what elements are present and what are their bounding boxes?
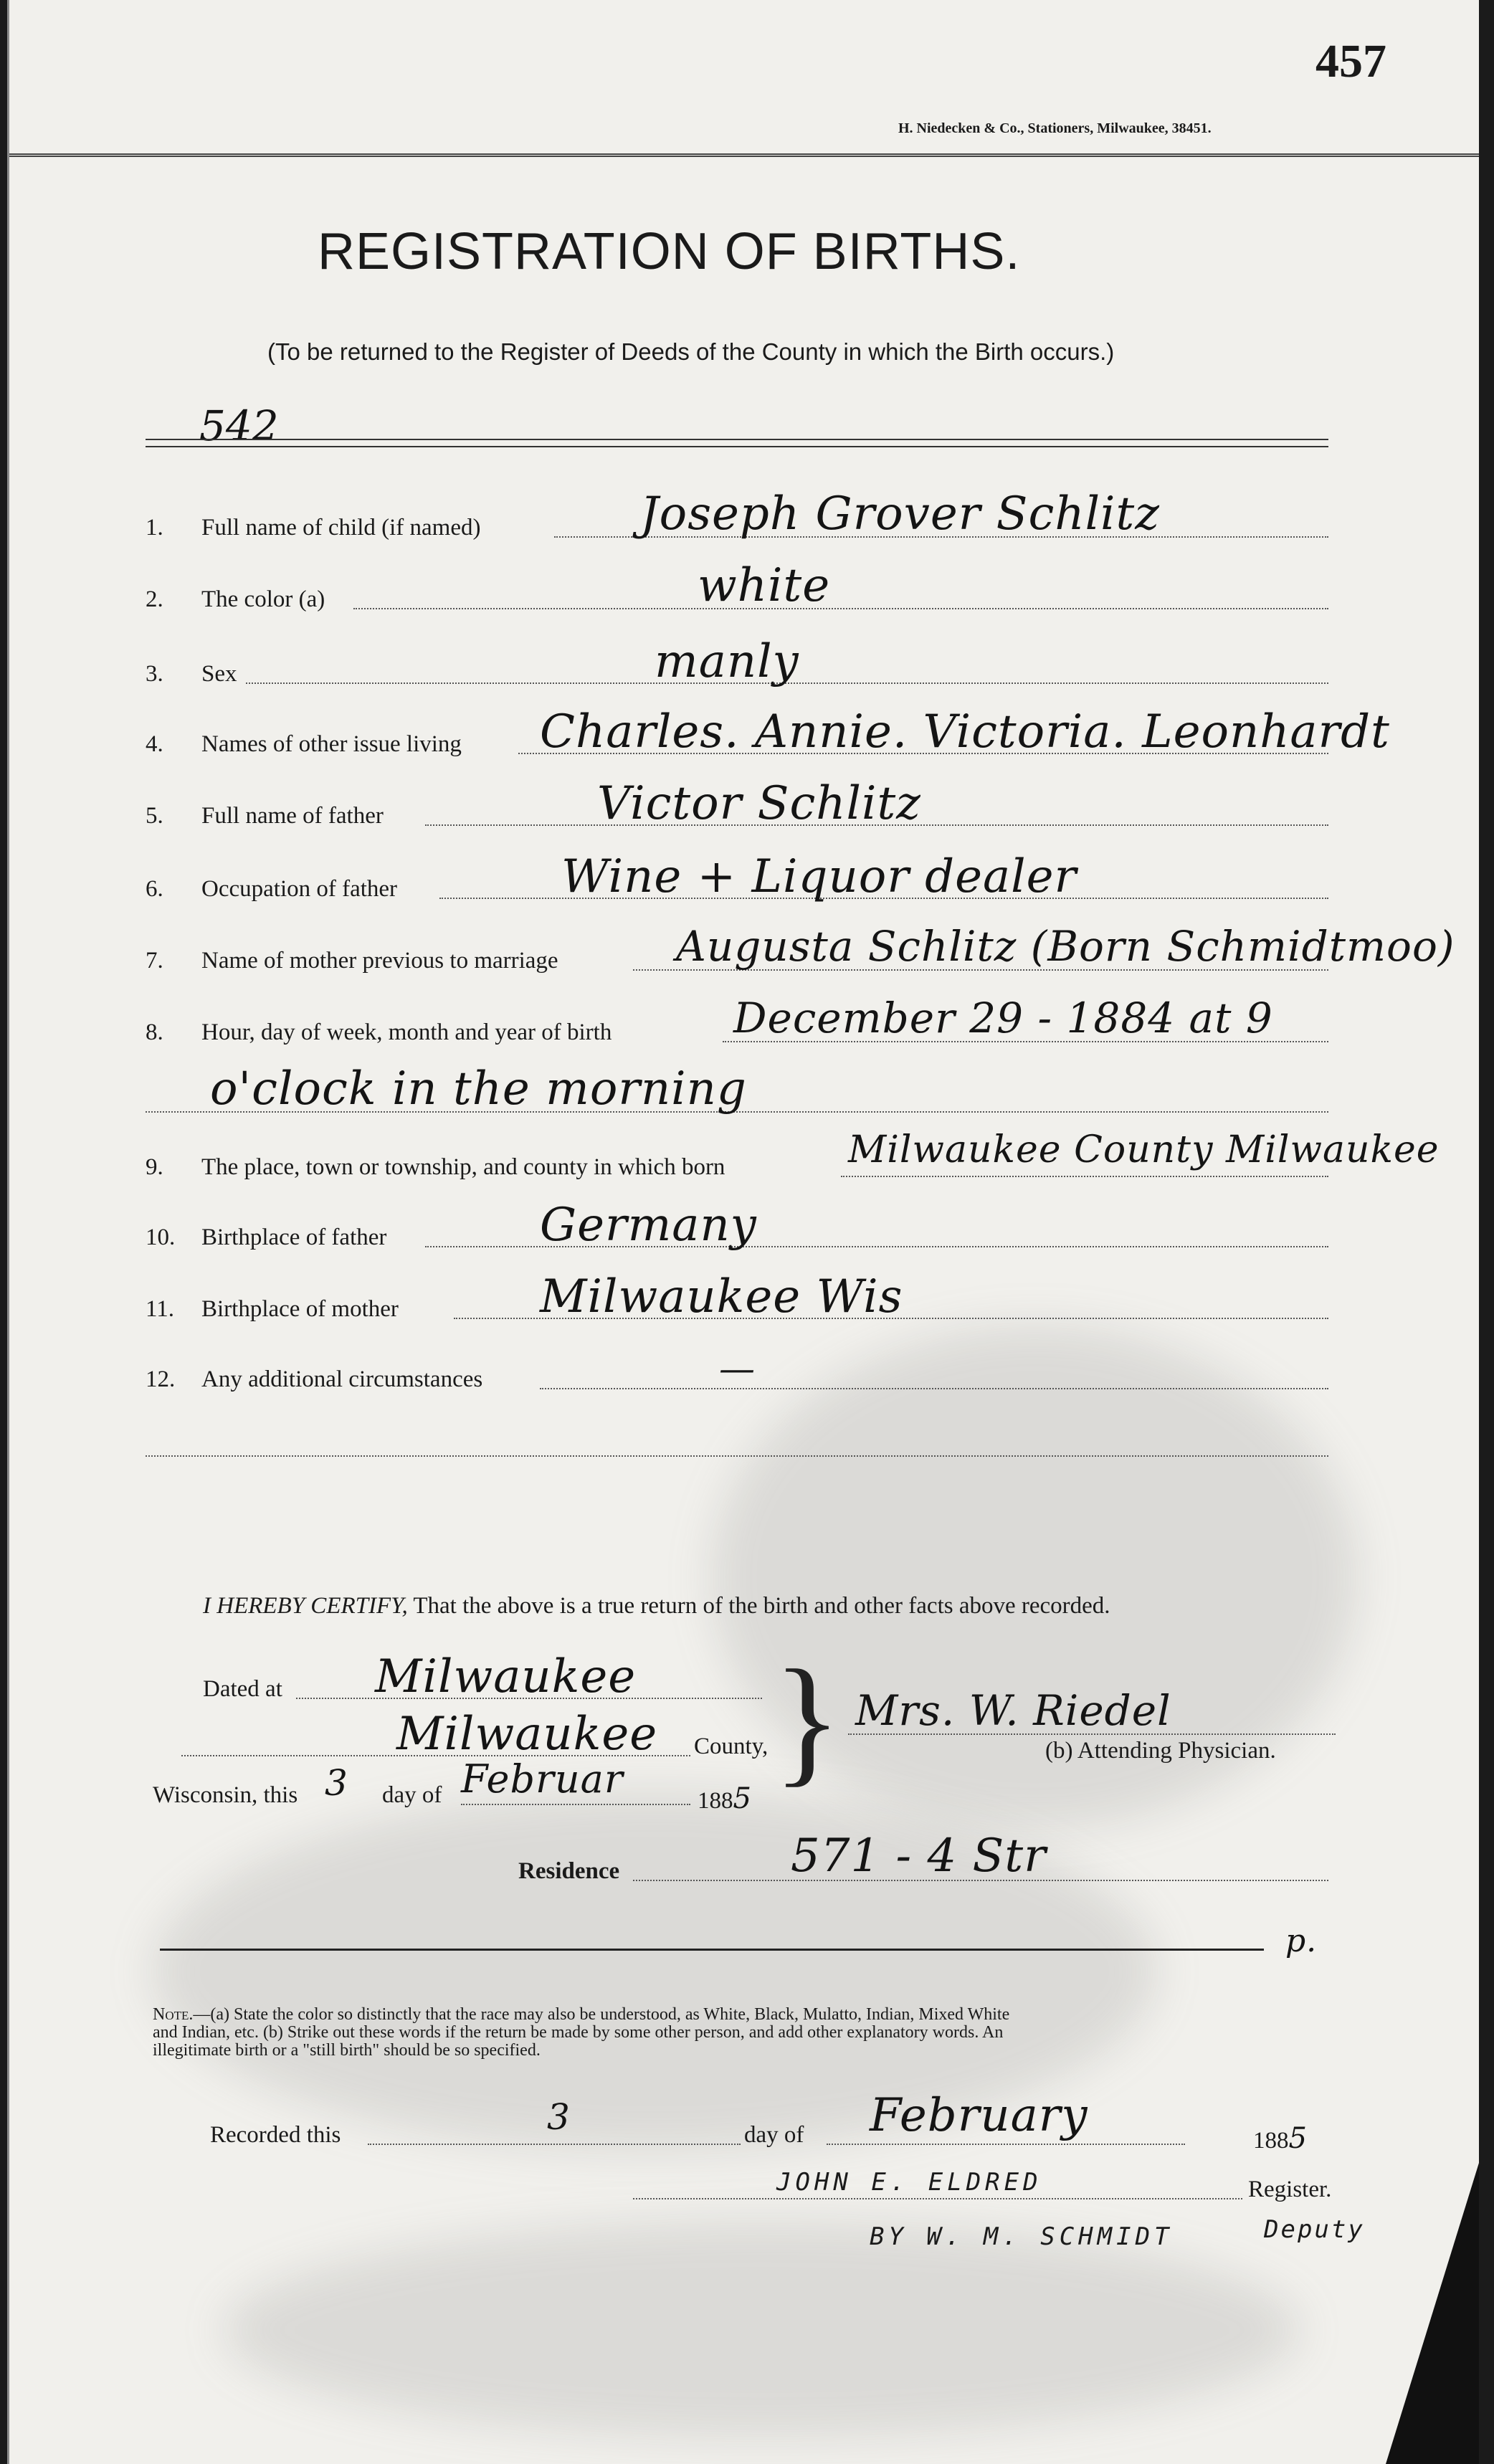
dated-at-value: Milwaukee bbox=[375, 1650, 637, 1703]
birth-date-value: December 29 - 1884 at 9 bbox=[733, 994, 1273, 1042]
header-rule bbox=[9, 153, 1479, 157]
fill-line bbox=[841, 1176, 1328, 1177]
document-subtitle: (To be returned to the Register of Deeds of the County in which the Birth occurs.) bbox=[267, 338, 1115, 365]
fill-line bbox=[368, 2144, 741, 2145]
county-value: Milwaukee bbox=[396, 1708, 658, 1761]
mother-birthplace-value: Milwaukee Wis bbox=[540, 1270, 903, 1323]
father-name-value: Victor Schlitz bbox=[597, 777, 921, 830]
register-name-value: JOHN E. ELDRED bbox=[776, 2168, 1042, 2197]
certified-day-value: 3 bbox=[325, 1762, 348, 1804]
page-number: 457 bbox=[1315, 35, 1386, 87]
residence-label: Residence bbox=[518, 1858, 620, 1884]
recorded-year: 1885 bbox=[1253, 2122, 1308, 2155]
field-label: 5. Full name of father bbox=[146, 803, 384, 829]
dated-at-label: Dated at bbox=[203, 1676, 282, 1702]
bracket-brace: } bbox=[773, 1641, 842, 1799]
certified-month-value: Februar bbox=[461, 1756, 624, 1802]
year-printed: 1885 bbox=[698, 1782, 752, 1815]
child-name-value: Joseph Grover Schlitz bbox=[640, 487, 1160, 541]
field-label: 1. Full name of child (if named) bbox=[146, 515, 481, 541]
deputy-name-value: BY W. M. SCHMIDT bbox=[870, 2222, 1174, 2251]
additional-circumstances-value: — bbox=[719, 1348, 756, 1389]
father-occupation-value: Wine + Liquor dealer bbox=[561, 850, 1077, 903]
printer-imprint: H. Niedecken & Co., Stationers, Milwaukee, 38451. bbox=[898, 120, 1212, 136]
fill-line bbox=[827, 2144, 1185, 2145]
birth-time-value: o'clock in the morning bbox=[210, 1062, 747, 1116]
physician-value: Mrs. W. Riedel bbox=[855, 1686, 1171, 1735]
footnote: Note.—(a) State the color so distinctly that the race may also be understood, as White, Black, Mulatto, Indian, Mixed White and Indian, etc. (b) Strike out these words if the return be made by some other person, and add other explanatory words. An illegitimate birth or a "still birth" should be so specified. bbox=[153, 2005, 1010, 2060]
father-birthplace-value: Germany bbox=[540, 1199, 757, 1252]
fill-line bbox=[633, 2198, 1242, 2199]
fill-line bbox=[353, 608, 1328, 609]
field-label: 7. Name of mother previous to marriage bbox=[146, 948, 558, 974]
document-title: REGISTRATION OF BIRTHS. bbox=[318, 223, 1021, 280]
other-issue-value: Charles. Annie. Victoria. Leonhardt bbox=[540, 705, 1390, 758]
wisconsin-label: Wisconsin, this bbox=[153, 1782, 298, 1808]
record-rule bbox=[146, 439, 1328, 440]
field-label: 12. Any additional circumstances bbox=[146, 1366, 483, 1392]
color-value: white bbox=[698, 559, 831, 612]
residence-value: 571 - 4 Str bbox=[791, 1830, 1047, 1883]
recorded-day-of-label: day of bbox=[744, 2122, 804, 2148]
county-label: County, bbox=[694, 1733, 769, 1759]
recorded-day-value: 3 bbox=[547, 2096, 571, 2138]
record-rule bbox=[146, 446, 1328, 447]
ledger-page bbox=[7, 0, 1479, 2464]
fill-line bbox=[146, 1455, 1328, 1457]
field-label: 3. Sex bbox=[146, 661, 237, 687]
register-label: Register. bbox=[1248, 2177, 1332, 2202]
field-label: 10. Birthplace of father bbox=[146, 1224, 387, 1250]
field-label: 6. Occupation of father bbox=[146, 876, 398, 902]
record-number: 542 bbox=[199, 401, 279, 450]
birth-place-value: Milwaukee County Milwaukee bbox=[848, 1128, 1440, 1171]
field-label: 4. Names of other issue living bbox=[146, 731, 462, 757]
fill-line bbox=[848, 1733, 1336, 1735]
sex-value: manly bbox=[655, 635, 799, 688]
certification-rule bbox=[160, 1949, 1264, 1951]
day-of-label: day of bbox=[382, 1782, 442, 1808]
scan-smudge bbox=[224, 2222, 1300, 2437]
fill-line bbox=[461, 1804, 690, 1805]
deputy-label: Deputy bbox=[1264, 2215, 1365, 2244]
certification-statement: I HEREBY CERTIFY, That the above is a true return of the birth and other facts above recorded. bbox=[203, 1593, 1110, 1619]
field-label: 11. Birthplace of mother bbox=[146, 1296, 399, 1322]
mother-maiden-name-value: Augusta Schlitz (Born Schmidtmoo) bbox=[676, 922, 1455, 971]
field-label: 9. The place, town or township, and county in which born bbox=[146, 1154, 725, 1180]
margin-mark: p. bbox=[1285, 1923, 1318, 1959]
recorded-this-label: Recorded this bbox=[210, 2122, 341, 2148]
field-label: 2. The color (a) bbox=[146, 586, 325, 612]
physician-label: (b) Attending Physician. bbox=[1045, 1738, 1276, 1764]
recorded-month-value: February bbox=[870, 2089, 1088, 2142]
field-label: 8. Hour, day of week, month and year of birth bbox=[146, 1019, 612, 1045]
fill-line bbox=[540, 1388, 1328, 1389]
